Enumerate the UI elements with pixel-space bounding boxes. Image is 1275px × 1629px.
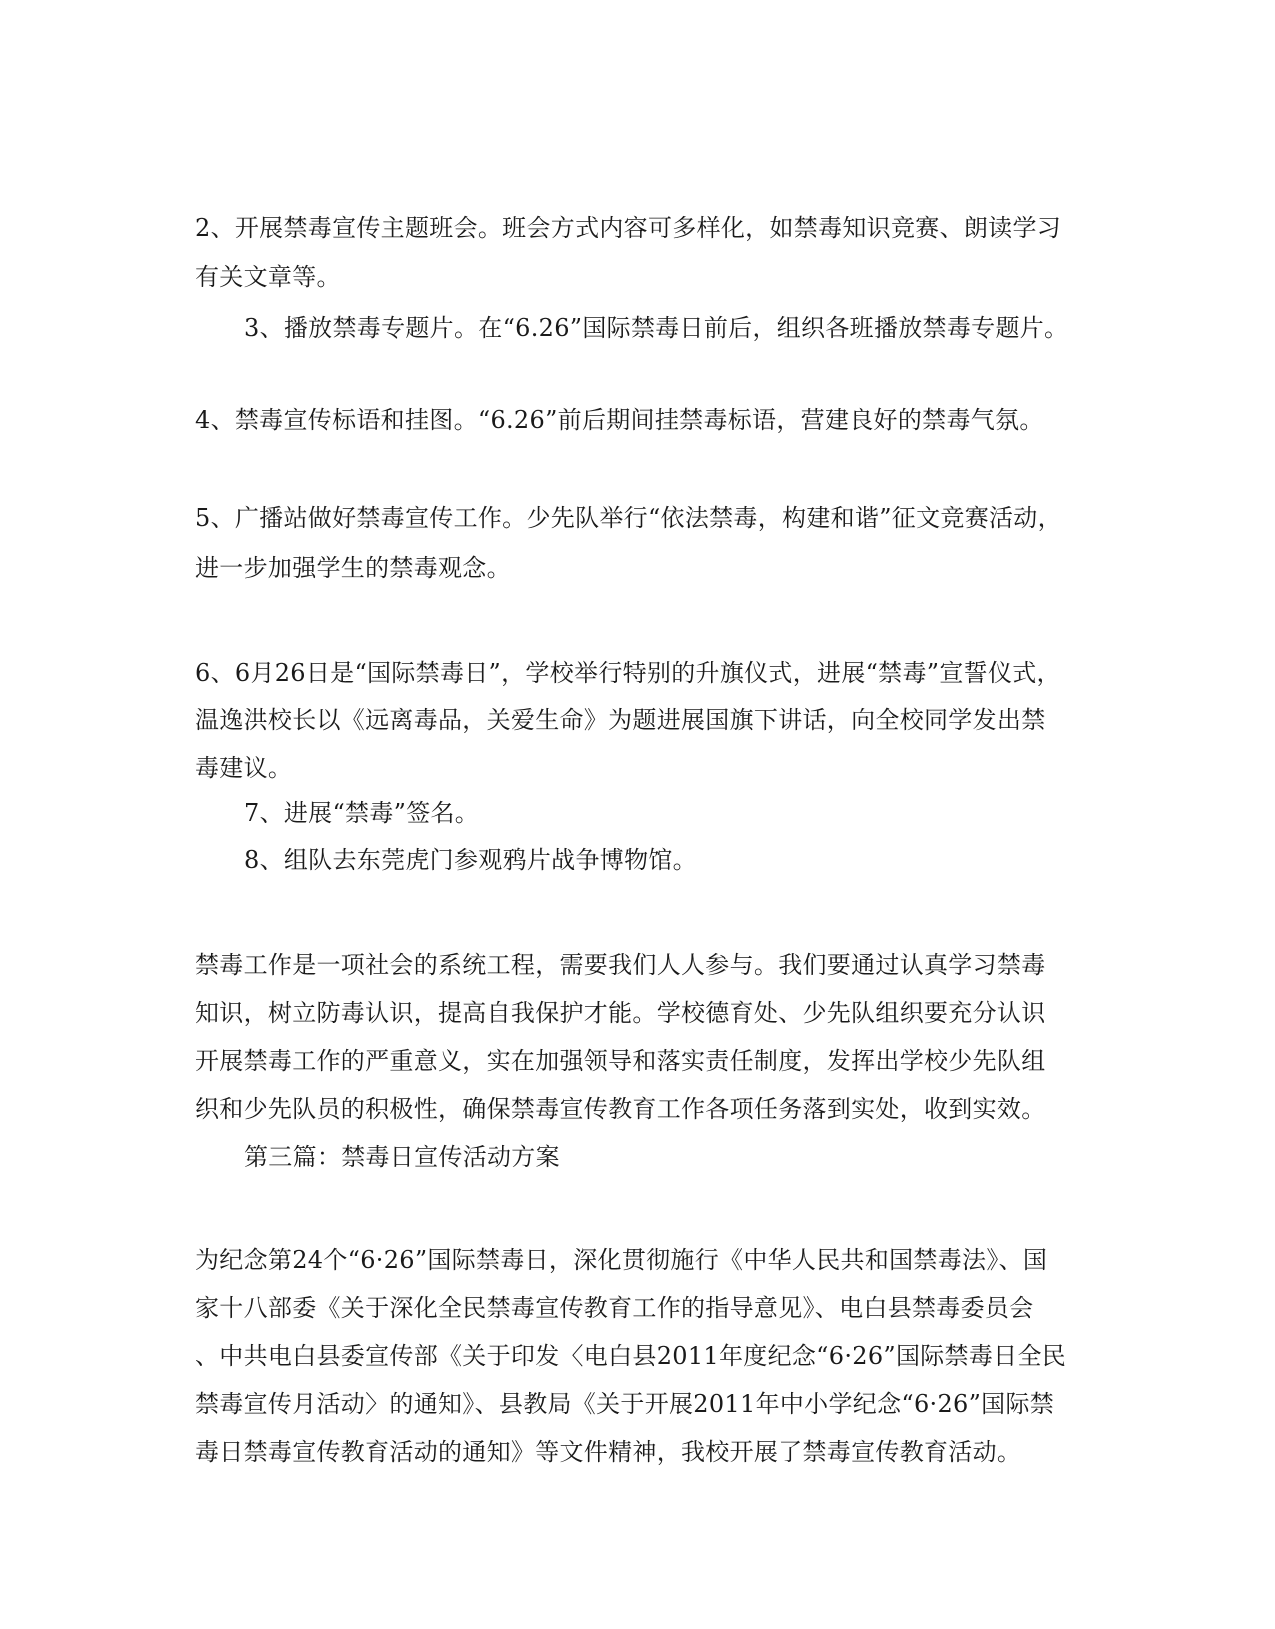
paragraph-3-line-1: 3、播放禁毒专题片。在“6.26”国际禁毒日前后，组织各班播放禁毒专题片。 [244,314,1069,342]
paragraph-7-line-1: 7、进展“禁毒”签名。 [244,799,480,827]
conclusion-line-2: 知识，树立防毒认识，提高自我保护才能。学校德育处、少先队组织要充分认识 [195,999,1046,1027]
paragraph-5-line-2: 进一步加强学生的禁毒观念。 [195,554,511,582]
intro-line-1: 为纪念第24个“6·26”国际禁毒日，深化贯彻施行《中华人民共和国禁毒法》、国 [195,1246,1048,1274]
intro-line-3: 、中共电白县委宣传部《关于印发〈电白县2011年度纪念“6·26”国际禁毒日全民 [195,1342,1067,1370]
intro-line-5: 毒日禁毒宣传教育活动的通知》等文件精神，我校开展了禁毒宣传教育活动。 [195,1438,1022,1466]
paragraph-6-line-1: 6、6月26日是“国际禁毒日”，学校举行特别的升旗仪式，进展“禁毒”宣誓仪式， [195,659,1061,687]
conclusion-line-1: 禁毒工作是一项社会的系统工程，需要我们人人参与。我们要通过认真学习禁毒 [195,951,1046,979]
paragraph-5-line-1: 5、广播站做好禁毒宣传工作。少先队举行“依法禁毒，构建和谐”征文竞赛活动， [195,504,1062,532]
conclusion-line-3: 开展禁毒工作的严重意义，实在加强领导和落实责任制度，发挥出学校少先队组 [195,1047,1046,1075]
section-heading: 第三篇：禁毒日宣传活动方案 [244,1143,560,1171]
intro-line-2: 家十八部委《关于深化全民禁毒宣传教育工作的指导意见》、电白县禁毒委员会 [195,1294,1034,1322]
paragraph-6-line-2: 温逸洪校长以《远离毒品，关爱生命》为题进展国旗下讲话，向全校同学发出禁 [195,706,1046,734]
paragraph-2-line-2: 有关文章等。 [195,263,341,291]
paragraph-6-line-3: 毒建议。 [195,754,293,782]
conclusion-line-4: 织和少先队员的积极性，确保禁毒宣传教育工作各项任务落到实处，收到实效。 [195,1095,1046,1123]
paragraph-8-line-1: 8、组队去东莞虎门参观鸦片战争博物馆。 [244,846,697,874]
paragraph-2-line-1: 2、开展禁毒宣传主题班会。班会方式内容可多样化，如禁毒知识竞赛、朗读学习 [195,214,1062,242]
intro-line-4: 禁毒宣传月活动〉的通知》、县教局《关于开展2011年中小学纪念“6·26”国际禁 [195,1390,1055,1418]
paragraph-4-line-1: 4、禁毒宣传标语和挂图。“6.26”前后期间挂禁毒标语，营建良好的禁毒气氛。 [195,406,1044,434]
